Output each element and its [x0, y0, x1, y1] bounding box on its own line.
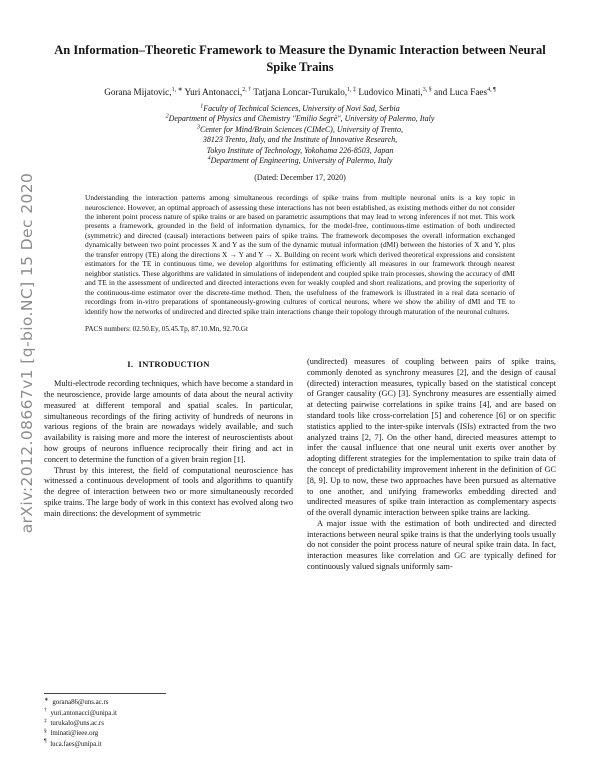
footnote-line	[44, 740, 293, 750]
footnote-line	[44, 698, 293, 708]
affiliations	[44, 104, 556, 167]
footnote-email: turukalo@uns.ac.rs	[48, 719, 104, 727]
affiliation-line: $^4$Department of Engineering, University of Palermo, Italy	[207, 155, 393, 166]
footnote-line	[44, 729, 293, 739]
arxiv-watermark: arXiv:2012.08667v1 [q-bio.NC] 15 Dec 2020	[18, 172, 36, 534]
author-name: Gorana Mijatovic,	[104, 86, 172, 97]
author-affiliation-mark: 1, ∗	[171, 86, 183, 93]
author-line	[44, 87, 556, 97]
affiliation-line: $^2$Department of Physics and Chemistry "Emilio Segrè", University of Palermo, Italy	[165, 113, 435, 124]
affiliation-line: $^3$Center for Mind/Brain Sciences (CIMeC), University of Trento,	[196, 124, 403, 134]
left-column-text	[44, 379, 293, 519]
affiliation-line: 38123 Trento, Italy, and the Institute of Innovative Research,	[202, 135, 398, 145]
footnote-email: gorana86@uns.ac.rs	[50, 699, 109, 707]
author-affiliation-mark: 3, §	[422, 86, 432, 93]
affiliation-line: $^1$Faculty of Technical Sciences, University of Novi Sad, Serbia	[200, 103, 400, 113]
paper-title: An Information–Theoretic Framework to Measure the Dynamic Interaction between Neural Spike Trains	[54, 43, 546, 74]
body-paragraph: (undirected) measures of coupling between pairs of spike trains, commonly denoted as synchrony measures [2], and the design of causal (directed) interaction measures, typically based on the statistical concept of Granger causality (GC) [3]. Synchrony measures are essentially aimed at detecting pairwise correlations in spike trains [4], and are based on standard tools like cross-correlation [5] and coherence [6] or on specific statistics applied to the inter-spike intervals (ISIs) extracted from the two analyzed trains [2, 7]. On the other hand, directed measures attempt to infer the causal influence that one neural unit exerts over another by adopting different strategies for the implementation to spike train data of the concept of predictability improvement inherent in the definition of GC [8, 9]. Up to now, these two approaches have been pursued as alternative to one another, and unifying frameworks embedding directed and undirected measures of spike train interaction as complementary aspects of the overall dynamic interaction between spike trains are lacking.	[307, 357, 556, 518]
footnotes	[44, 698, 293, 750]
affiliation-number: 4	[207, 155, 211, 162]
abstract-text: Understanding the interaction patterns among simultaneous recordings of spike trains from multiple neuronal units is a key topic in neuroscience. However, an optimal approach of assessing these interactions has not been established, as existing methods either do not consider the inherent point process nature of spike trains or are based on parametric assumptions that may lead to wrong inferences if not met. This work presents a framework, grounded in the field of information dynamics, for the model-free, continuous-time estimation of both undirected (symmetric) and directed (causal) interactions between pairs of spike trains. The framework decomposes the overall information exchanged dynamically between two point processes X and Y as the sum of the dynamic mutual information (dMI) between the histories of X and Y, plus the transfer entropy (TE) along the directions X → Y and Y → X. Building on recent work which derived theoretical expressions and consistent estimators for the TE in continuous time, we develop algorithms for estimating efficiently all measures in our framework through nearest neighbor statistics. These algorithms are validated in simulations of independent and coupled spike train processes, showing the accuracy of dMI and TE in the assessment of undirected and directed interactions even for weakly coupled and short realizations, and proving the superiority of the continuous-time estimator over the discrete-time method. Then, the usefulness of the framework is illustrated in a real data scenario of recordings from in-vitro preparations of spontaneously-growing cultures of cortical neurons, where we show the ability of dMI and TE to identify how the networks of undirected and directed spike train interactions change their topology through maturation of the neuronal cultures.	[85, 193, 515, 316]
footnote-mark: ¶	[44, 738, 47, 745]
author-affiliation-mark: 1, ‡	[347, 86, 357, 93]
affiliation-number: 3	[196, 124, 200, 131]
footnote-line	[44, 709, 293, 719]
section-heading-introduction: I. INTRODUCTION	[127, 359, 210, 370]
footnote-mark: †	[44, 707, 47, 714]
footnote-mark: ∗	[44, 696, 49, 703]
two-column-body	[44, 357, 556, 573]
footnote-email: yuri.antonacci@unipa.it	[48, 709, 117, 717]
footnote-email: lminati@ieee.org	[48, 730, 99, 738]
body-paragraph: A major issue with the estimation of both undirected and directed interactions between neural spike trains is that the underlying tools usually do not consider the point process nature of neural spike train data. In fact, interaction measures like correlation and GC are typically defined for continuously valued signals uniformly sam-	[307, 518, 556, 571]
author-affiliation-mark: 2, †	[242, 86, 252, 93]
affiliation-number: 2	[165, 113, 169, 120]
author-affiliation-mark: 4, ¶	[487, 86, 496, 93]
author-name: and Luca Faes	[431, 86, 488, 97]
footnote-email: luca.faes@unipa.it	[48, 740, 102, 748]
author-name: Tatjana Loncar-Turukalo,	[251, 86, 348, 97]
right-column-text	[307, 357, 556, 573]
footnote-block	[44, 693, 293, 750]
author-name: Ludovico Minati,	[356, 86, 423, 97]
right-column	[307, 357, 556, 573]
left-column	[44, 357, 293, 573]
date-line: (Dated: December 17, 2020)	[254, 173, 346, 183]
footnote-mark: §	[44, 727, 47, 734]
author-name: Yuri Antonacci,	[182, 86, 243, 97]
affiliation-number: 1	[200, 103, 204, 110]
footnote-mark: ‡	[44, 717, 47, 724]
footnote-rule	[44, 693, 166, 694]
body-paragraph: Multi-electrode recording techniques, which have become a standard in the neuroscience, provide large amounts of data about the neural activity measured at different temporal and spatial scales. In particular, simultaneous recordings of the firing activity of hundreds of neurons in various regions of the brain are nowadays widely available, and such availability is raising more and more the interest of neuroscientists about how groups of neurons influence reciprocally their firing and act in concert to determine the function of a given brain region [1].	[44, 379, 293, 464]
paper-content	[44, 42, 556, 573]
pacs-line: PACS numbers: 02.50.Ey, 05.45.Tp, 87.10.Mn, 92.70.Gt	[85, 325, 248, 334]
body-paragraph: Thrust by this interest, the field of computational neuroscience has witnessed a continuous development of tools and algorithms to quantify the degree of interaction between two or more simultaneously recorded spike trains. The large body of work in this context has evolved along two main directions: the development of symmetric	[44, 465, 293, 518]
affiliation-line: Tokyo Institute of Technology, Yokohama 226-8503, Japan	[206, 145, 394, 155]
footnote-line	[44, 719, 293, 729]
